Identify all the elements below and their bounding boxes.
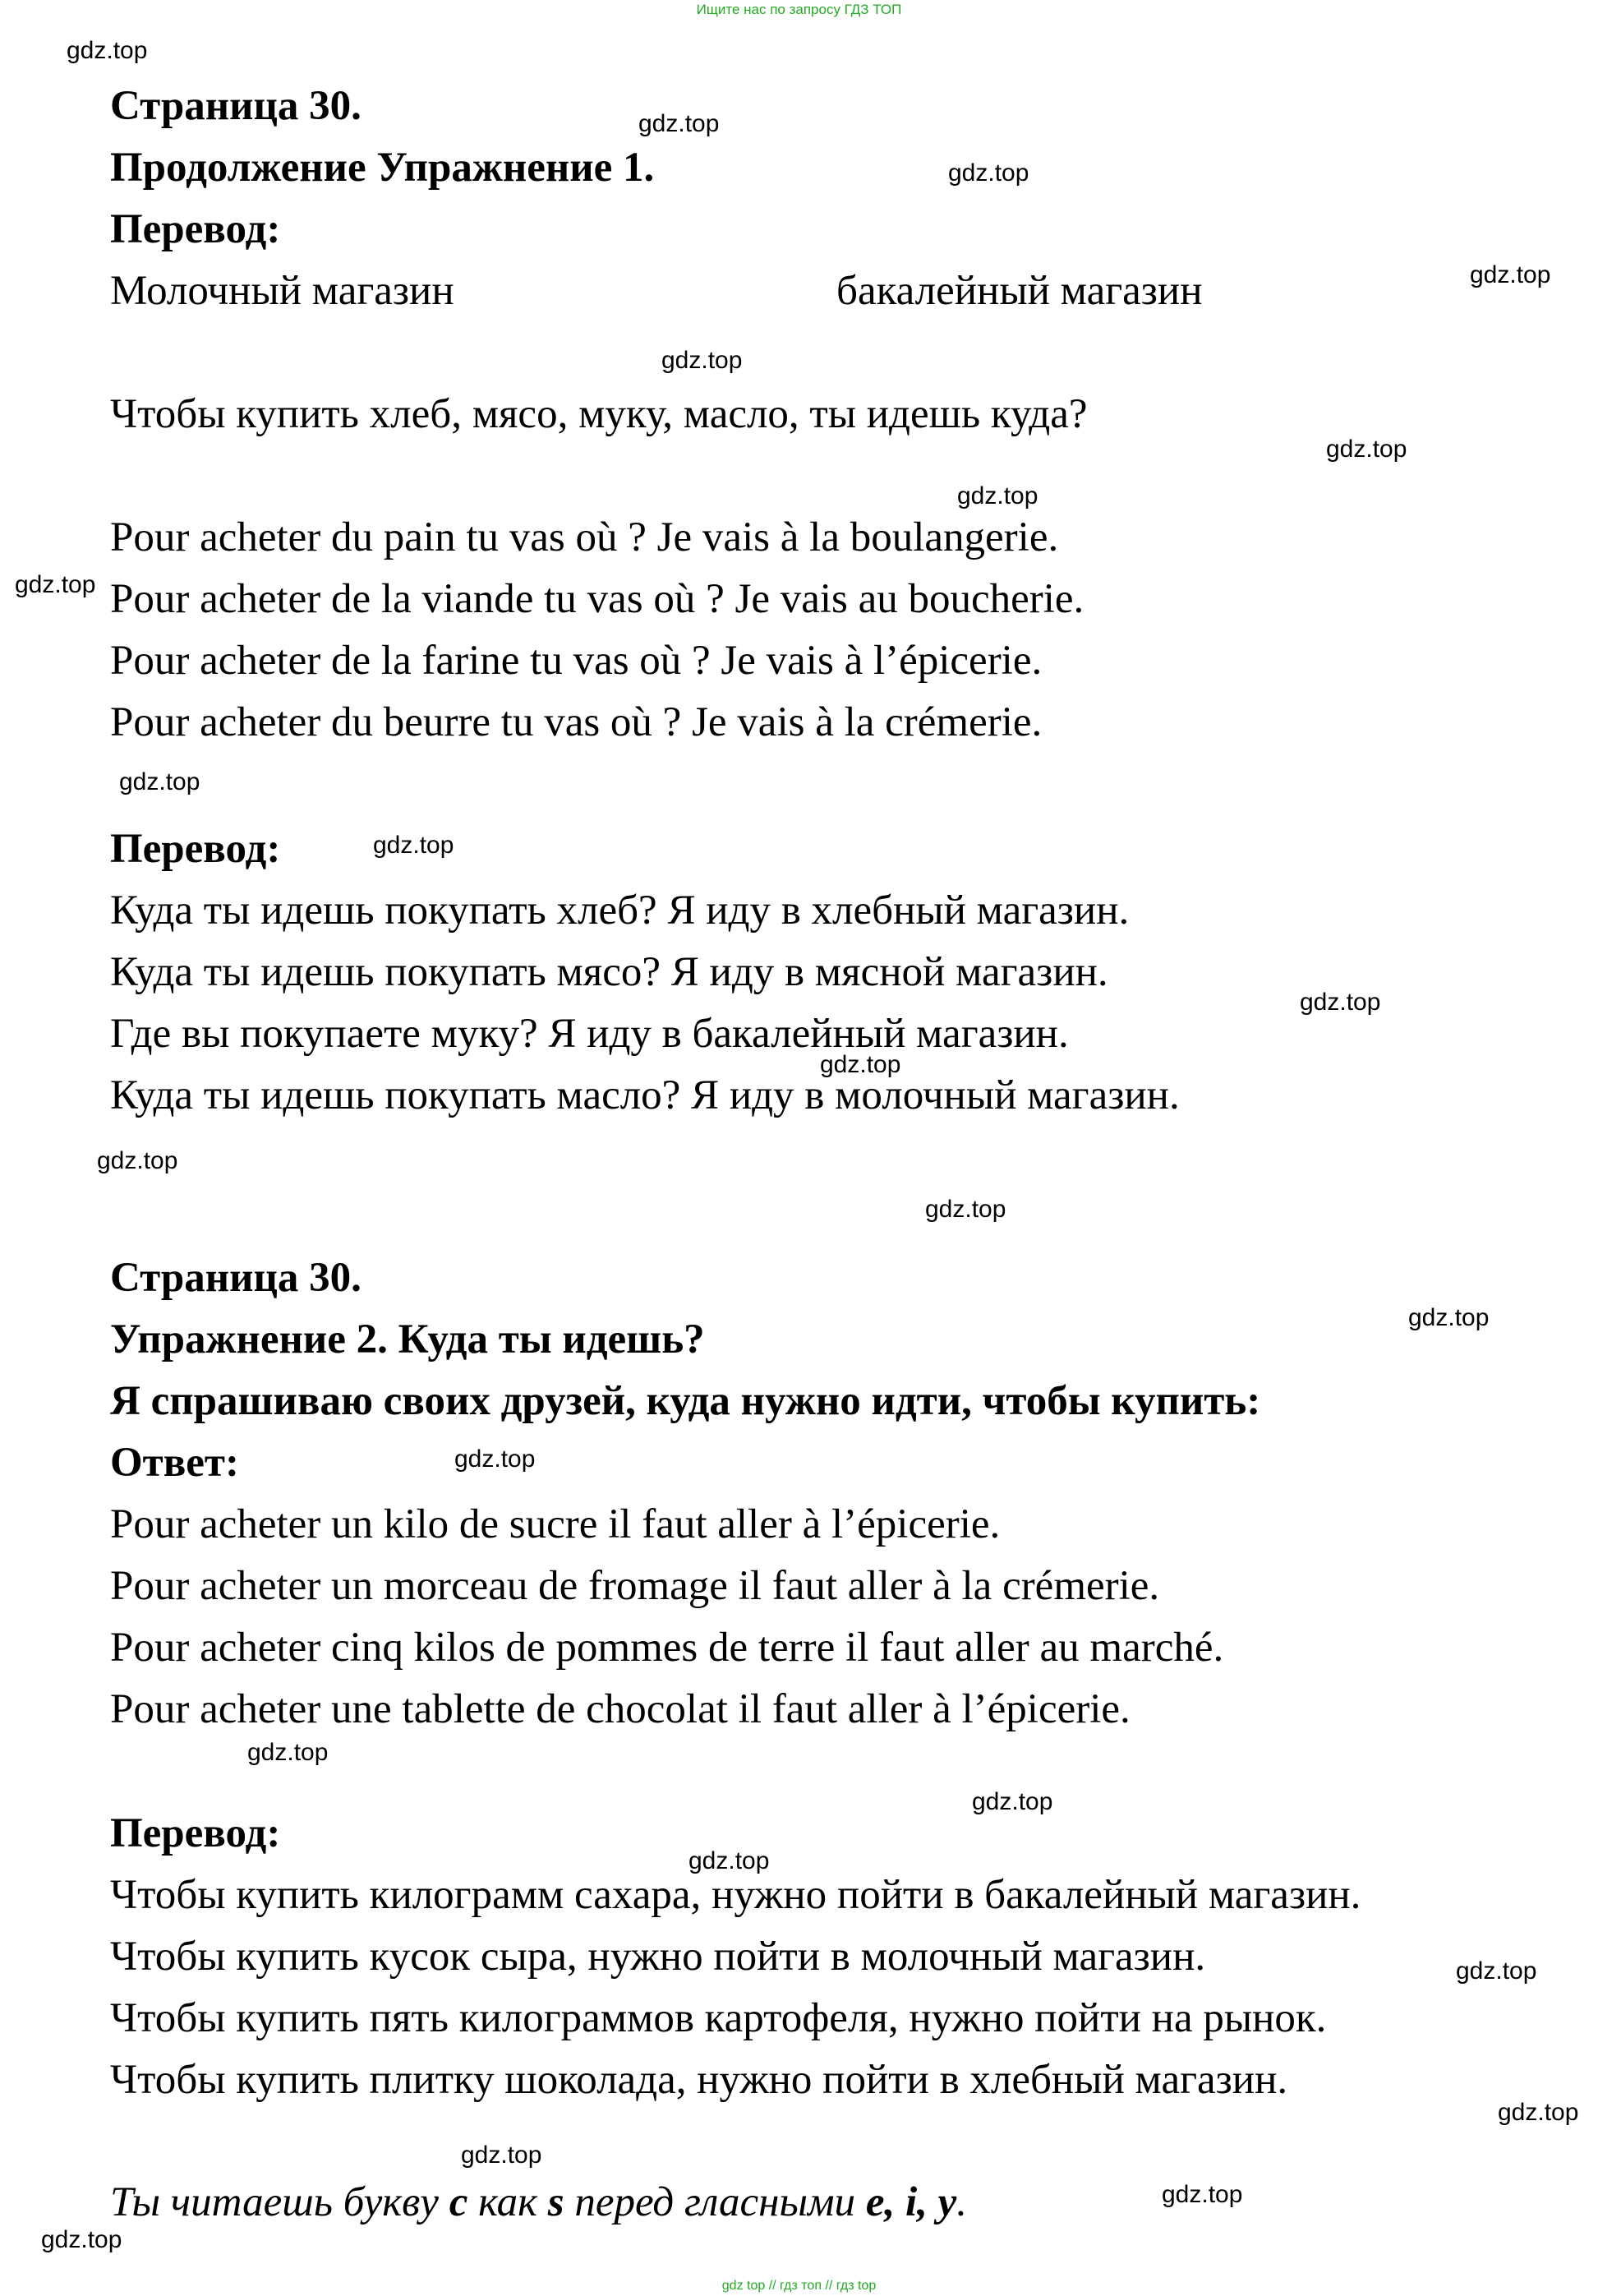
watermark: gdz.top xyxy=(972,1788,1053,1815)
top-banner: Ищите нас по запросу ГДЗ ТОП xyxy=(696,2,902,17)
watermark: gdz.top xyxy=(820,1051,901,1078)
watermark: gdz.top xyxy=(67,37,148,64)
watermark: gdz.top xyxy=(1470,261,1551,288)
russian-line: Где вы покупаете муку? Я иду в бакалейный магазин. xyxy=(110,1011,1069,1057)
page-heading-1: Страница 30. xyxy=(110,83,362,129)
watermark: gdz.top xyxy=(247,1739,329,1766)
task-text: Я спрашиваю своих друзей, куда нужно идти, чтобы купить: xyxy=(110,1378,1261,1424)
translation-label-2: Перевод: xyxy=(110,826,281,872)
russian-line: Чтобы купить килограмм сахара, нужно пойти в бакалейный магазин. xyxy=(110,1872,1361,1918)
footer-note-part: . xyxy=(956,2179,968,2225)
watermark: gdz.top xyxy=(461,2142,542,2169)
french-line: Pour acheter de la viande tu vas où ? Je vais au boucherie. xyxy=(110,576,1085,622)
russian-line: Чтобы купить пять килограммов картофеля, нужно пойти на рынок. xyxy=(110,1995,1327,2041)
watermark: gdz.top xyxy=(638,110,720,137)
watermark: gdz.top xyxy=(373,832,454,859)
watermark: gdz.top xyxy=(688,1847,770,1874)
watermark: gdz.top xyxy=(97,1147,178,1174)
watermark: gdz.top xyxy=(1300,989,1381,1016)
exercise-heading-1: Продолжение Упражнение 1. xyxy=(110,145,655,191)
footer-vowels: e, i, y xyxy=(865,2179,957,2225)
french-line: Pour acheter un kilo de sucre il faut aller à l’épicerie. xyxy=(110,1501,1001,1547)
footer-note-part: как xyxy=(467,2179,548,2225)
french-line: Pour acheter du beurre tu vas où ? Je vais à la crémerie. xyxy=(110,699,1043,745)
russian-line: Куда ты идешь покупать хлеб? Я иду в хлебный магазин. xyxy=(110,888,1130,934)
exercise-heading-2: Упражнение 2. Куда ты идешь? xyxy=(110,1316,705,1362)
watermark: gdz.top xyxy=(925,1196,1006,1223)
footer-letter-c: c xyxy=(449,2179,468,2225)
russian-line: Куда ты идешь покупать мясо? Я иду в мясной магазин. xyxy=(110,949,1108,995)
answer-label: Ответ: xyxy=(110,1440,239,1486)
russian-line: Куда ты идешь покупать масло? Я иду в молочный магазин. xyxy=(110,1072,1180,1118)
french-line: Pour acheter cinq kilos de pommes de terre il faut aller au marché. xyxy=(110,1625,1224,1671)
watermark: gdz.top xyxy=(661,347,743,374)
watermark: gdz.top xyxy=(1456,1957,1537,1985)
french-line: Pour acheter un morceau de fromage il faut aller à la crémerie. xyxy=(110,1563,1160,1609)
watermark: gdz.top xyxy=(948,159,1029,187)
footer-letter-s: s xyxy=(547,2179,564,2225)
watermark: gdz.top xyxy=(1162,2181,1243,2208)
russian-line: Чтобы купить кусок сыра, нужно пойти в молочный магазин. xyxy=(110,1934,1206,1980)
russian-line: Чтобы купить плитку шоколада, нужно пойти в хлебный магазин. xyxy=(110,2057,1288,2103)
footer-note xyxy=(110,2179,968,2225)
watermark: gdz.top xyxy=(15,571,96,598)
translation-label-3: Перевод: xyxy=(110,1810,281,1856)
watermark: gdz.top xyxy=(957,482,1038,509)
footer-note-part: Ты читаешь букву xyxy=(110,2179,449,2225)
french-line: Pour acheter une tablette de chocolat il faut aller à l’épicerie. xyxy=(110,1686,1131,1732)
watermark: gdz.top xyxy=(119,768,200,795)
page-heading-2: Страница 30. xyxy=(110,1255,362,1301)
watermark: gdz.top xyxy=(1326,436,1407,463)
footer-note-part: перед гласными xyxy=(564,2179,866,2225)
watermark: gdz.top xyxy=(1498,2099,1579,2126)
french-line: Pour acheter du pain tu vas où ? Je vais à la boulangerie. xyxy=(110,514,1059,560)
watermark: gdz.top xyxy=(41,2226,122,2253)
question-text: Чтобы купить хлеб, мясо, муку, масло, ты идешь куда? xyxy=(110,391,1088,437)
watermark: gdz.top xyxy=(1408,1304,1490,1331)
shop-right: бакалейный магазин xyxy=(836,268,1203,314)
bottom-banner: gdz top // гдз топ // гдз top xyxy=(721,2279,877,2293)
translation-label-1: Перевод: xyxy=(110,206,281,252)
watermark: gdz.top xyxy=(454,1445,536,1473)
shop-left: Молочный магазин xyxy=(110,268,454,314)
french-line: Pour acheter de la farine tu vas où ? Je vais à l’épicerie. xyxy=(110,638,1043,684)
